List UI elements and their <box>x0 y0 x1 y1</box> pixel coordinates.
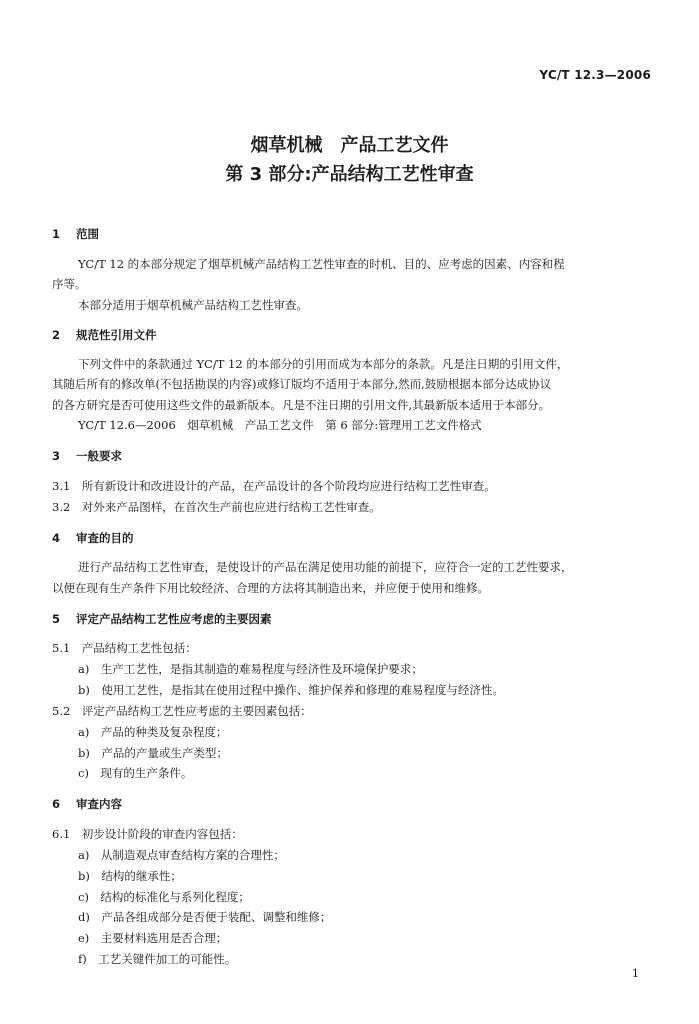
paragraph-line: 序等。 <box>52 277 87 291</box>
clause-item: 3.2 对外来产品图样，在首次生产前也应进行结构工艺性审查。 <box>52 500 381 514</box>
list-item: b) 使用工艺性，是指其在使用过程中操作、维护保养和修理的难易程度与经济性。 <box>78 683 504 697</box>
list-item: b) 产品的产量或生产类型； <box>78 746 228 760</box>
list-item: a) 产品的种类及复杂程度； <box>78 725 228 739</box>
section-number: 4 <box>52 531 61 545</box>
clause-item: 3.1 所有新设计和改进设计的产品，在产品设计的各个阶段均应进行结构工艺性审查。 <box>52 479 496 493</box>
clause-item: 6.1 初步设计阶段的审查内容包括： <box>52 827 243 841</box>
page-number: 1 <box>632 967 639 980</box>
section-2-heading <box>52 327 157 343</box>
section-title: 规范性引用文件 <box>76 328 157 342</box>
section-title: 审查的目的 <box>76 531 134 545</box>
paragraph-line: 以便在现有生产条件下用比较经济、合理的方法将其制造出来，并应便于使用和维修。 <box>52 581 489 595</box>
clause-item: 5.1 产品结构工艺性包括： <box>52 641 197 655</box>
document-title: 烟草机械 产品工艺文件 <box>250 135 449 156</box>
section-number: 3 <box>52 449 61 463</box>
list-item: a) 从制造观点审查结构方案的合理性； <box>78 848 285 862</box>
section-title: 审查内容 <box>76 797 122 811</box>
clause-item: 5.2 评定产品结构工艺性应考虑的主要因素包括： <box>52 704 312 718</box>
section-3-heading <box>52 448 122 464</box>
list-item: c) 现有的生产条件。 <box>78 766 193 780</box>
section-title: 范围 <box>76 227 99 241</box>
standard-number: YC/T 12.3—2006 <box>539 68 651 82</box>
section-title: 评定产品结构工艺性应考虑的主要因素 <box>76 612 272 626</box>
paragraph-line: 下列文件中的条款通过 YC/T 12 的本部分的引用而成为本部分的条款。凡是注日期的引用文件， <box>78 357 569 371</box>
section-number: 1 <box>52 227 61 241</box>
section-number: 6 <box>52 797 61 811</box>
section-number: 5 <box>52 612 61 626</box>
paragraph-line: 的各方研究是否可使用这些文件的最新版本。凡是不注日期的引用文件,其最新版本适用于本部分。 <box>52 398 551 412</box>
list-item: a) 生产工艺性，是指其制造的难易程度与经济性及环境保护要求； <box>78 662 423 676</box>
section-4-heading <box>52 530 134 546</box>
paragraph-line: YC/T 12 的本部分规定了烟草机械产品结构工艺性审查的时机、目的、应考虑的因素、内容和程 <box>78 257 565 271</box>
section-6-heading <box>52 796 122 812</box>
paragraph-line: 本部分适用于烟草机械产品结构工艺性审查。 <box>78 298 308 312</box>
list-item: f) 工艺关键件加工的可能性。 <box>78 952 237 966</box>
section-number: 2 <box>52 328 61 342</box>
list-item: c) 结构的标准化与系列化程度； <box>78 890 250 904</box>
paragraph-line: 其随后所有的修改单(不包括勘误的内容)或修订版均不适用于本部分,然而,鼓励根据本部分达成协议 <box>52 377 552 391</box>
normative-reference: YC/T 12.6—2006 烟草机械 产品工艺文件 第 6 部分:管理用工艺文件格式 <box>78 418 482 432</box>
document-subtitle: 第 3 部分:产品结构工艺性审查 <box>225 164 474 185</box>
list-item: e) 主要材料选用是否合理； <box>78 931 228 945</box>
list-item: b) 结构的继承性； <box>78 869 182 883</box>
section-1-heading <box>52 226 99 242</box>
section-5-heading <box>52 611 272 627</box>
section-title: 一般要求 <box>76 449 122 463</box>
list-item: d) 产品各组成部分是否便于装配、调整和维修； <box>78 910 332 924</box>
paragraph-line: 进行产品结构工艺性审查，是使设计的产品在满足使用功能的前提下，应符合一定的工艺性要求， <box>78 560 573 574</box>
